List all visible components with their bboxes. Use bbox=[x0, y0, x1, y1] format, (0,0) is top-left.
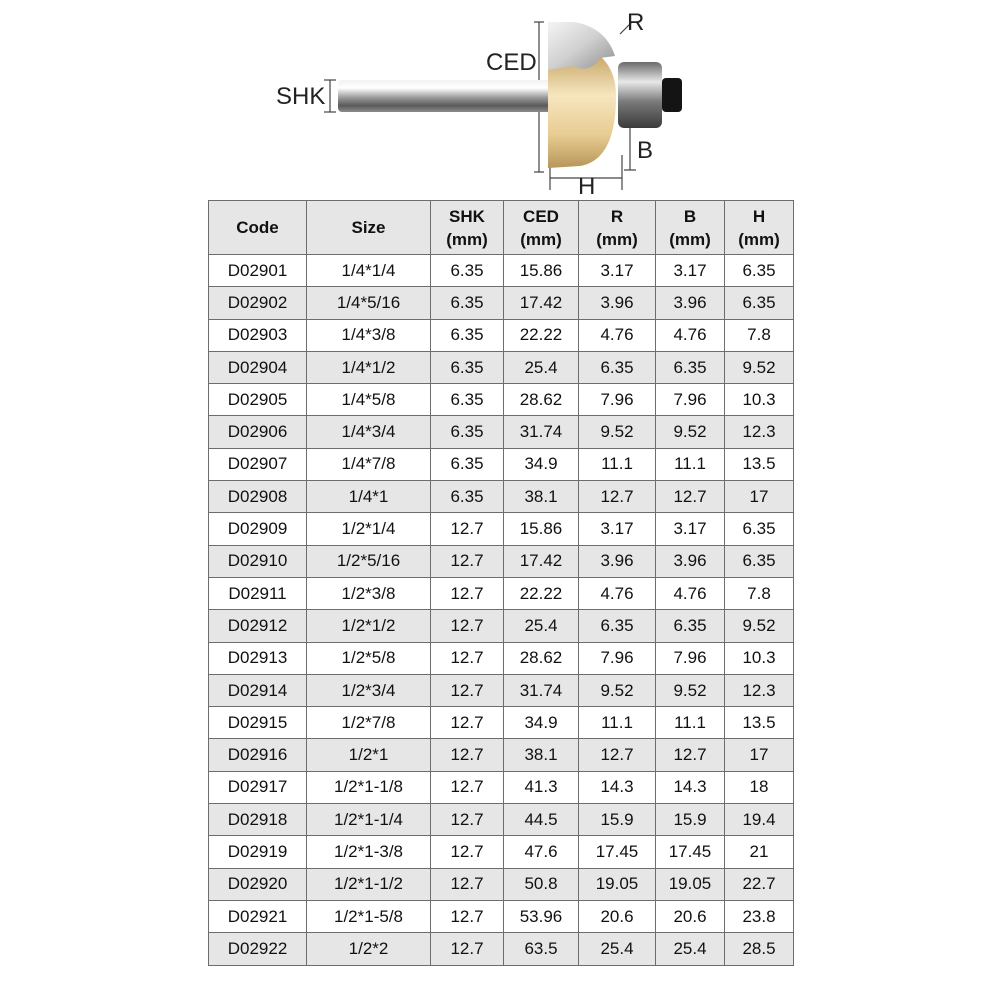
cell-b: 17.45 bbox=[656, 836, 725, 868]
cell-size: 1/2*1-1/4 bbox=[307, 804, 431, 836]
column-header-name: H bbox=[752, 206, 766, 226]
cell-b: 7.96 bbox=[656, 642, 725, 674]
cell-ced: 50.8 bbox=[504, 868, 579, 900]
cell-size: 1/4*1/4 bbox=[307, 255, 431, 287]
cell-ced: 47.6 bbox=[504, 836, 579, 868]
cell-b: 14.3 bbox=[656, 771, 725, 803]
cell-r: 9.52 bbox=[579, 416, 656, 448]
column-header-name: SHK bbox=[449, 206, 485, 226]
cell-ced: 25.4 bbox=[504, 351, 579, 383]
label-ced: CED bbox=[486, 49, 537, 76]
cell-b: 9.52 bbox=[656, 416, 725, 448]
cell-size: 1/2*1/4 bbox=[307, 513, 431, 545]
cell-shk: 12.7 bbox=[431, 674, 504, 706]
cell-size: 1/4*1 bbox=[307, 481, 431, 513]
cell-shk: 6.35 bbox=[431, 287, 504, 319]
cell-b: 3.17 bbox=[656, 255, 725, 287]
cell-code: D02906 bbox=[209, 416, 307, 448]
cell-ced: 38.1 bbox=[504, 739, 579, 771]
label-b: B bbox=[637, 137, 654, 164]
cell-code: D02901 bbox=[209, 255, 307, 287]
cell-h: 6.35 bbox=[725, 255, 794, 287]
cell-b: 3.17 bbox=[656, 513, 725, 545]
cell-ced: 15.86 bbox=[504, 255, 579, 287]
cell-h: 13.5 bbox=[725, 448, 794, 480]
cell-code: D02909 bbox=[209, 513, 307, 545]
cell-h: 22.7 bbox=[725, 868, 794, 900]
cell-r: 4.76 bbox=[579, 577, 656, 609]
cell-code: D02914 bbox=[209, 674, 307, 706]
cell-r: 14.3 bbox=[579, 771, 656, 803]
column-header-name: R bbox=[610, 206, 624, 226]
cell-r: 15.9 bbox=[579, 804, 656, 836]
cell-h: 13.5 bbox=[725, 707, 794, 739]
cell-r: 17.45 bbox=[579, 836, 656, 868]
cell-ced: 34.9 bbox=[504, 707, 579, 739]
cell-code: D02921 bbox=[209, 900, 307, 932]
cell-size: 1/2*3/4 bbox=[307, 674, 431, 706]
cell-ced: 25.4 bbox=[504, 610, 579, 642]
cell-r: 3.96 bbox=[579, 545, 656, 577]
cell-b: 11.1 bbox=[656, 707, 725, 739]
cell-size: 1/2*1-1/2 bbox=[307, 868, 431, 900]
table-row bbox=[209, 739, 794, 771]
cell-ced: 28.62 bbox=[504, 384, 579, 416]
table-row bbox=[209, 642, 794, 674]
cell-code: D02917 bbox=[209, 771, 307, 803]
cell-code: D02904 bbox=[209, 351, 307, 383]
table-row bbox=[209, 287, 794, 319]
cell-b: 25.4 bbox=[656, 933, 725, 965]
cell-code: D02918 bbox=[209, 804, 307, 836]
cell-size: 1/4*1/2 bbox=[307, 351, 431, 383]
column-header-unit: (mm) bbox=[596, 229, 638, 249]
cell-size: 1/4*7/8 bbox=[307, 448, 431, 480]
table-row bbox=[209, 900, 794, 932]
cell-h: 6.35 bbox=[725, 513, 794, 545]
cell-b: 3.96 bbox=[656, 545, 725, 577]
column-header-b bbox=[656, 201, 725, 255]
cell-code: D02910 bbox=[209, 545, 307, 577]
cell-h: 23.8 bbox=[725, 900, 794, 932]
table-row bbox=[209, 577, 794, 609]
cell-b: 4.76 bbox=[656, 319, 725, 351]
table-row bbox=[209, 545, 794, 577]
cell-r: 25.4 bbox=[579, 933, 656, 965]
column-header-name: CED bbox=[523, 206, 559, 226]
column-header-r bbox=[579, 201, 656, 255]
cell-ced: 44.5 bbox=[504, 804, 579, 836]
column-header-name: Code bbox=[236, 218, 279, 237]
cell-b: 20.6 bbox=[656, 900, 725, 932]
table-row bbox=[209, 610, 794, 642]
cell-size: 1/4*3/4 bbox=[307, 416, 431, 448]
cell-size: 1/2*5/8 bbox=[307, 642, 431, 674]
cell-r: 11.1 bbox=[579, 448, 656, 480]
cell-b: 12.7 bbox=[656, 481, 725, 513]
label-shk: SHK bbox=[276, 83, 326, 110]
table-row bbox=[209, 384, 794, 416]
column-header-unit: (mm) bbox=[520, 229, 562, 249]
cell-shk: 12.7 bbox=[431, 933, 504, 965]
cell-ced: 22.22 bbox=[504, 577, 579, 609]
column-header-unit: (mm) bbox=[738, 229, 780, 249]
cell-code: D02907 bbox=[209, 448, 307, 480]
cell-h: 10.3 bbox=[725, 384, 794, 416]
cell-code: D02915 bbox=[209, 707, 307, 739]
cell-ced: 41.3 bbox=[504, 771, 579, 803]
cell-ced: 63.5 bbox=[504, 933, 579, 965]
cell-size: 1/2*3/8 bbox=[307, 577, 431, 609]
column-header-size bbox=[307, 201, 431, 255]
cell-code: D02903 bbox=[209, 319, 307, 351]
cell-size: 1/2*2 bbox=[307, 933, 431, 965]
cell-code: D02902 bbox=[209, 287, 307, 319]
cell-h: 7.8 bbox=[725, 319, 794, 351]
cell-code: D02912 bbox=[209, 610, 307, 642]
cell-shk: 12.7 bbox=[431, 577, 504, 609]
cell-size: 1/2*5/16 bbox=[307, 545, 431, 577]
table-row bbox=[209, 255, 794, 287]
cell-b: 19.05 bbox=[656, 868, 725, 900]
cell-shk: 6.35 bbox=[431, 351, 504, 383]
cell-r: 20.6 bbox=[579, 900, 656, 932]
cell-r: 6.35 bbox=[579, 351, 656, 383]
cell-size: 1/4*5/16 bbox=[307, 287, 431, 319]
cell-ced: 53.96 bbox=[504, 900, 579, 932]
cell-shk: 12.7 bbox=[431, 739, 504, 771]
shank bbox=[338, 80, 553, 112]
cell-code: D02913 bbox=[209, 642, 307, 674]
table-row bbox=[209, 448, 794, 480]
cell-r: 19.05 bbox=[579, 868, 656, 900]
cell-b: 15.9 bbox=[656, 804, 725, 836]
cell-b: 11.1 bbox=[656, 448, 725, 480]
cell-h: 9.52 bbox=[725, 351, 794, 383]
table-row bbox=[209, 804, 794, 836]
cell-code: D02920 bbox=[209, 868, 307, 900]
cell-size: 1/2*1-3/8 bbox=[307, 836, 431, 868]
cell-code: D02916 bbox=[209, 739, 307, 771]
cell-r: 3.17 bbox=[579, 255, 656, 287]
cell-size: 1/2*1/2 bbox=[307, 610, 431, 642]
cell-h: 12.3 bbox=[725, 416, 794, 448]
cell-size: 1/2*7/8 bbox=[307, 707, 431, 739]
cell-r: 12.7 bbox=[579, 739, 656, 771]
spec-table bbox=[208, 200, 794, 966]
cell-shk: 6.35 bbox=[431, 384, 504, 416]
cell-ced: 22.22 bbox=[504, 319, 579, 351]
cell-size: 1/4*3/8 bbox=[307, 319, 431, 351]
table-header-row bbox=[209, 201, 794, 255]
table-row bbox=[209, 707, 794, 739]
column-header-ced bbox=[504, 201, 579, 255]
cell-h: 21 bbox=[725, 836, 794, 868]
router-bit-diagram bbox=[0, 0, 1000, 200]
cell-h: 7.8 bbox=[725, 577, 794, 609]
column-header-unit: (mm) bbox=[669, 229, 711, 249]
table-row bbox=[209, 513, 794, 545]
cell-r: 4.76 bbox=[579, 319, 656, 351]
column-header-unit: (mm) bbox=[446, 229, 488, 249]
cell-code: D02919 bbox=[209, 836, 307, 868]
cell-h: 12.3 bbox=[725, 674, 794, 706]
cutter-body bbox=[548, 56, 616, 168]
table-row bbox=[209, 351, 794, 383]
cell-b: 3.96 bbox=[656, 287, 725, 319]
cell-ced: 17.42 bbox=[504, 287, 579, 319]
cell-shk: 6.35 bbox=[431, 255, 504, 287]
cell-ced: 31.74 bbox=[504, 674, 579, 706]
label-h: H bbox=[578, 173, 596, 200]
cell-r: 9.52 bbox=[579, 674, 656, 706]
table-row bbox=[209, 481, 794, 513]
cell-b: 6.35 bbox=[656, 351, 725, 383]
column-header-code bbox=[209, 201, 307, 255]
cell-code: D02911 bbox=[209, 577, 307, 609]
table-row bbox=[209, 933, 794, 965]
cell-shk: 12.7 bbox=[431, 610, 504, 642]
cell-shk: 12.7 bbox=[431, 836, 504, 868]
cell-shk: 12.7 bbox=[431, 545, 504, 577]
cell-h: 10.3 bbox=[725, 642, 794, 674]
bearing-screw bbox=[662, 78, 682, 112]
cell-size: 1/2*1-5/8 bbox=[307, 900, 431, 932]
cell-h: 6.35 bbox=[725, 287, 794, 319]
cell-ced: 17.42 bbox=[504, 545, 579, 577]
bearing bbox=[618, 62, 662, 128]
cell-r: 11.1 bbox=[579, 707, 656, 739]
cell-shk: 12.7 bbox=[431, 771, 504, 803]
cell-h: 19.4 bbox=[725, 804, 794, 836]
cell-r: 3.17 bbox=[579, 513, 656, 545]
table-row bbox=[209, 868, 794, 900]
cell-shk: 6.35 bbox=[431, 481, 504, 513]
cell-size: 1/2*1 bbox=[307, 739, 431, 771]
label-r: R bbox=[627, 9, 645, 36]
cell-ced: 31.74 bbox=[504, 416, 579, 448]
cell-shk: 12.7 bbox=[431, 868, 504, 900]
cell-ced: 38.1 bbox=[504, 481, 579, 513]
cell-h: 9.52 bbox=[725, 610, 794, 642]
cell-b: 4.76 bbox=[656, 577, 725, 609]
column-header-h bbox=[725, 201, 794, 255]
table-row bbox=[209, 319, 794, 351]
cell-h: 28.5 bbox=[725, 933, 794, 965]
column-header-shk bbox=[431, 201, 504, 255]
cell-b: 12.7 bbox=[656, 739, 725, 771]
cell-code: D02908 bbox=[209, 481, 307, 513]
cell-size: 1/2*1-1/8 bbox=[307, 771, 431, 803]
cell-r: 3.96 bbox=[579, 287, 656, 319]
cell-size: 1/4*5/8 bbox=[307, 384, 431, 416]
cell-shk: 6.35 bbox=[431, 416, 504, 448]
cell-h: 17 bbox=[725, 739, 794, 771]
cell-shk: 12.7 bbox=[431, 900, 504, 932]
table-row bbox=[209, 836, 794, 868]
cell-shk: 6.35 bbox=[431, 448, 504, 480]
cell-r: 6.35 bbox=[579, 610, 656, 642]
cell-r: 7.96 bbox=[579, 384, 656, 416]
table-row bbox=[209, 416, 794, 448]
table-row bbox=[209, 771, 794, 803]
cell-r: 7.96 bbox=[579, 642, 656, 674]
cell-b: 9.52 bbox=[656, 674, 725, 706]
cell-ced: 28.62 bbox=[504, 642, 579, 674]
cell-shk: 6.35 bbox=[431, 319, 504, 351]
cell-shk: 12.7 bbox=[431, 707, 504, 739]
column-header-name: Size bbox=[351, 218, 386, 237]
cell-code: D02922 bbox=[209, 933, 307, 965]
table-body bbox=[209, 255, 794, 966]
cell-b: 6.35 bbox=[656, 610, 725, 642]
cell-shk: 12.7 bbox=[431, 513, 504, 545]
cell-h: 6.35 bbox=[725, 545, 794, 577]
cell-ced: 15.86 bbox=[504, 513, 579, 545]
table-row bbox=[209, 674, 794, 706]
cell-ced: 34.9 bbox=[504, 448, 579, 480]
cell-code: D02905 bbox=[209, 384, 307, 416]
cell-h: 17 bbox=[725, 481, 794, 513]
cell-h: 18 bbox=[725, 771, 794, 803]
cell-shk: 12.7 bbox=[431, 642, 504, 674]
column-header-name: B bbox=[683, 206, 697, 226]
cell-b: 7.96 bbox=[656, 384, 725, 416]
cell-r: 12.7 bbox=[579, 481, 656, 513]
cell-shk: 12.7 bbox=[431, 804, 504, 836]
